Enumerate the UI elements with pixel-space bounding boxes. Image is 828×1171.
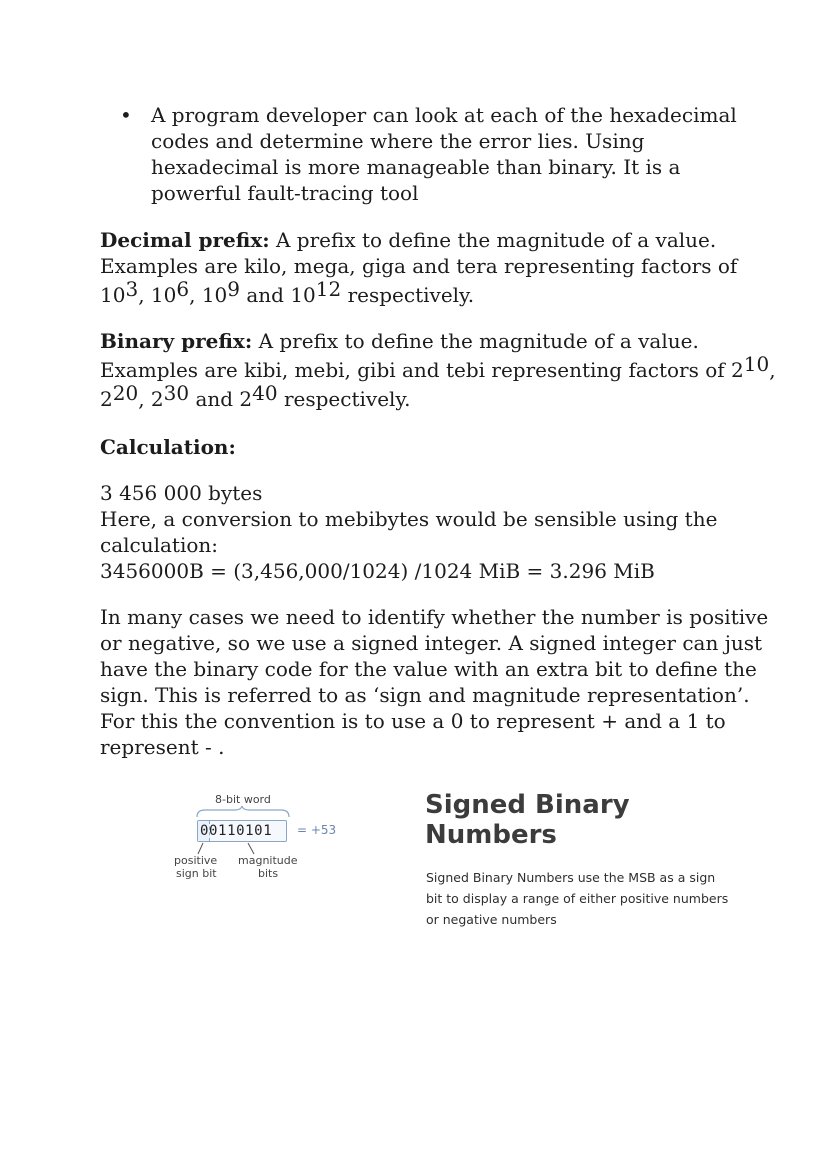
power-separator: and — [189, 387, 240, 411]
binary-bits: 00110101 — [200, 823, 273, 839]
power-exponent: 12 — [315, 277, 342, 301]
decimal-prefix-term: Decimal prefix: — [100, 228, 270, 252]
magnitude-label: bits — [258, 867, 279, 880]
power-exponent: 3 — [125, 277, 139, 301]
calculation-line: Here, a conversion to mebibytes would be sensible using the — [100, 507, 718, 531]
power-base: 10 — [150, 283, 177, 307]
power-separator: , — [769, 358, 776, 382]
binary-prefix-examples: Examples are kibi, mebi, gibi and tebi representing factors of — [100, 358, 732, 382]
binary-prefix-term: Binary prefix: — [100, 329, 253, 353]
signed-binary-description — [426, 867, 729, 930]
bullet-item — [120, 102, 737, 206]
power-base: 10 — [100, 283, 126, 307]
power-separator: , — [138, 387, 151, 411]
power-base: 10 — [290, 283, 316, 307]
binary-prefix-paragraph — [100, 328, 776, 412]
bullet-line: codes and determine where the error lies. Using — [151, 129, 645, 153]
decimal-prefix-paragraph — [100, 227, 740, 308]
calculation-body — [100, 480, 740, 584]
decimal-result: = +53 — [297, 823, 337, 837]
calculation-formula: 3456000B = (3,456,000/1024) /1024 MiB = 3.296 MiB — [100, 559, 655, 583]
calculation-heading: Calculation: — [100, 435, 236, 459]
power-exponent: 30 — [163, 381, 190, 405]
power-base: 2 — [100, 387, 113, 411]
description-line: bit to display a range of either positive numbers — [426, 891, 729, 906]
power-base: 2 — [150, 387, 164, 411]
bullet-line: powerful fault-tracing tool — [151, 181, 419, 205]
word-brace-icon — [195, 805, 295, 821]
power-base: 10 — [201, 283, 228, 307]
power-separator: and — [240, 283, 291, 307]
power-exponent: 40 — [252, 381, 278, 405]
binary-prefix-definition: A prefix to define the magnitude of a value. — [252, 329, 699, 353]
sign-bit-label: positive — [174, 854, 218, 867]
power-base: 2 — [731, 358, 744, 382]
decimal-prefix-examples: Examples are kilo, mega, giga and tera representing factors of — [100, 254, 738, 278]
paragraph-line: or negative, so we use a signed integer. A signed integer can just — [100, 631, 763, 655]
bullet-dot-icon: • — [120, 103, 132, 127]
decimal-prefix-definition: A prefix to define the magnitude of a value. — [269, 228, 717, 252]
calculation-heading-block — [100, 434, 740, 460]
power-separator: , — [138, 283, 151, 307]
description-line: Signed Binary Numbers use the MSB as a sign — [426, 870, 716, 885]
power-exponent: 6 — [176, 277, 190, 301]
sign-bit-label: sign bit — [176, 867, 217, 880]
signed-binary-title — [425, 790, 725, 850]
word-label: 8-bit word — [215, 793, 271, 806]
signed-integer-paragraph — [100, 604, 769, 760]
description-line: or negative numbers — [426, 912, 557, 927]
paragraph-line: represent - . — [100, 735, 225, 759]
power-separator: respectively. — [277, 387, 411, 411]
paragraph-line: sign. This is referred to as ‘sign and magnitude representation’. — [100, 683, 750, 707]
bullet-line: A program developer can look at each of the hexadecimal — [151, 103, 737, 127]
power-separator: , — [189, 283, 202, 307]
power-exponent: 10 — [743, 352, 770, 376]
title-line: Numbers — [425, 820, 557, 850]
binary-word-box — [197, 820, 287, 842]
title-line: Signed Binary — [425, 790, 630, 820]
power-exponent: 20 — [112, 381, 139, 405]
power-base: 2 — [239, 387, 253, 411]
paragraph-line: For this the convention is to use a 0 to represent + and a 1 to — [100, 709, 726, 733]
magnitude-label: magnitude — [238, 854, 298, 867]
calculation-line: calculation: — [100, 533, 219, 557]
power-exponent: 9 — [227, 277, 240, 301]
paragraph-line: have the binary code for the value with an extra bit to define the — [100, 657, 757, 681]
paragraph-line: In many cases we need to identify whether the number is positive — [100, 605, 769, 629]
calculation-line: 3 456 000 bytes — [100, 481, 263, 505]
bullet-line: hexadecimal is more manageable than binary. It is a — [151, 155, 681, 179]
power-separator: respectively. — [341, 283, 475, 307]
